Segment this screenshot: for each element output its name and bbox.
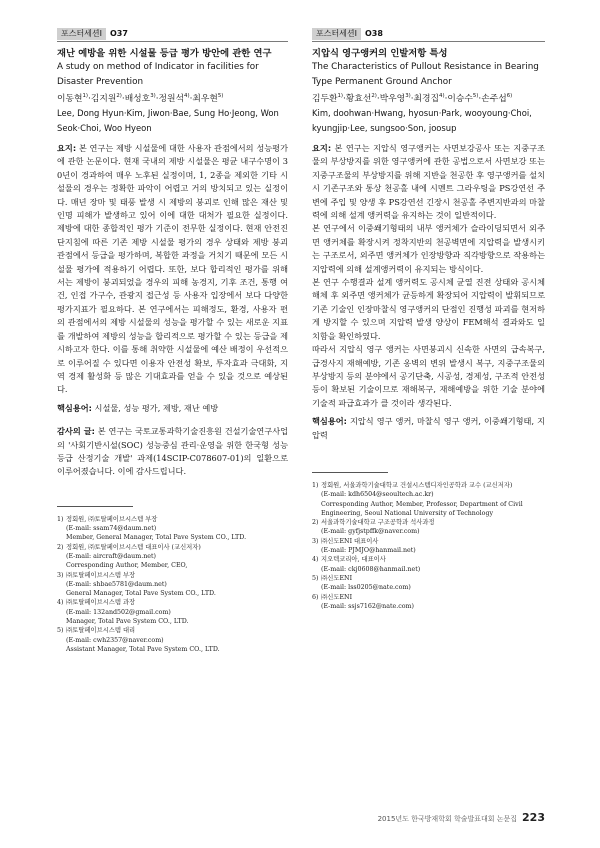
footnote-number: 4) — [57, 599, 64, 607]
left-paper — [57, 28, 288, 654]
paper-title-ko: 지압식 영구앵커의 인발저항 특성 — [312, 48, 448, 59]
footnote-affiliation: 정회원, ㈜토탈페이브시스템 대표이사 (교신저자) — [66, 543, 201, 551]
keywords-label: 핵심용어: — [57, 402, 92, 413]
author-name: 최경집 — [413, 94, 440, 104]
footnote — [312, 481, 545, 518]
author-note: 5) — [217, 93, 224, 100]
session-code: O38 — [365, 29, 383, 38]
right-paper — [312, 28, 545, 611]
author-name: 이동현 — [57, 94, 83, 104]
page-footer — [378, 806, 545, 825]
footnote-email: (E-mail: lss0205@nate.com) — [321, 584, 411, 592]
abstract-paragraph: 따라서 지압식 영구 앵커는 사면붕괴시 신속한 사면의 급속복구, 급경사지 재해예방, 기존 옹벽의 변위 발생시 복구, 지중구조물의 부상방지 등의 분야에서 공기단축, 시공성, 경제성, 구조적 안전성등이 확보된 기술이므로 재해복구, 재해예방을 위한 기술 분야에 기술적 파급효과가 클 것이라 생각된다. — [312, 344, 545, 408]
author-note: 2) — [116, 93, 122, 100]
session-header — [312, 28, 545, 42]
footnote-affiliation-en: Assistant Manager, Total Pave System CO., LTD. — [66, 645, 220, 653]
footnote-affiliation-en: General Manager, Total Pave System CO., LTD. — [66, 590, 216, 598]
author-note: 6) — [506, 93, 513, 100]
footnote-divider — [312, 472, 388, 473]
footnote-affiliation: ㈜신도ENI — [321, 574, 353, 582]
author-separator: · — [121, 94, 125, 104]
footnote-number: 4) — [312, 556, 319, 564]
abstract-text: 본 연구는 제방 시설물에 대한 사용자 관점에서의 성능평가에 관한 논문이다. 현재 국내의 제방 시설물은 평균 내구수명이 30년이 경과하여 매우 노후된 실정이며, 1, 2종을 제외한 기타 시설물의 경우는 정확한 파악이 어렵고 거의 방치되고 있는 실정이다. 매년 장마 및 태풍 발생 시 제방의 붕괴로 인해 많은 재산 및 인명 피해가 발생하고 있어 이에 대한 대처가 필요한 실정이다. 제방에 대한 종합적인 평가 기준이 전무한 실정이다. 현재 안전진단지침에 따른 기존 제방 시설물 평가의 경우 상태와 제방 붕괴 관점에서 등급을 평가하며, 복합한 과정을 거치기 때문에 모든 시설물 평가에 적용하기 어렵다. 또한, 보다 합리적인 평가를 위해서는 제방이 붕괴되었을 경우의 피해 농경지, 기후 조건, 통행 여건, 인접 가구수, 관광지 접근성 등 사용자 입장에서 보다 다양한 평가지표가 필요하다. 본 연구에서는 피해정도, 환경, 사용자 편의 관점에서의 제방 시설물의 성능을 평가할 수 있는 새로운 지표를 개발하여 제방의 성능을 합리적으로 평가할 수 있는 등급을 제시하고자 한다. 이를 통해 취약한 시설물에 예산 배정이 우선적으로 이루어질 수 있다면 이용자 안전성 확보, 투자효과 극대화, 지역 경제 활성화 등 많은 기대효과를 얻을 수 있을 것으로 예상된다. — [57, 143, 288, 395]
author-name: 최우현 — [192, 94, 218, 104]
keywords-label: 핵심용어: — [312, 416, 347, 427]
footnote — [57, 571, 288, 599]
journal-name: 2015년도 한국방재학회 학술발표대회 논문집 — [377, 815, 518, 823]
abstract-label: 요지: — [312, 143, 332, 153]
paper-title-en: The Characteristics of Pullout Resistance in Bearing Type Permanent Ground Anchor — [312, 62, 539, 87]
page-number: 223 — [522, 811, 545, 824]
footnote-affiliation: ㈜토탈페이브시스템 부장 — [66, 571, 136, 579]
footnote-affiliation: ㈜토탈페이브시스템 대리 — [66, 627, 136, 635]
author-separator: · — [343, 94, 346, 104]
author-separator: · — [88, 94, 91, 104]
abstract-paragraph — [312, 142, 545, 222]
footnote-divider — [57, 506, 133, 507]
footnote-list — [312, 481, 545, 611]
author-separator: · — [444, 94, 448, 104]
footnote-affiliation: 지오텍코리아, 대표이사 — [321, 556, 386, 564]
footnote-affiliation: 정회원, ㈜토탈페이브시스템 부장 — [66, 515, 158, 523]
author-note: 4) — [184, 93, 190, 100]
author-name: 정원석 — [158, 94, 185, 104]
author-note: 1) — [82, 93, 89, 100]
footnote-email: (E-mail: ckj0608@hanmail.net) — [321, 565, 421, 573]
footnote-number: 2) — [312, 519, 319, 527]
footnote-affiliation: 서울과학기술대학교 구조공학과 석사과정 — [321, 519, 435, 527]
keywords — [57, 402, 288, 415]
footnote-number: 1) — [312, 481, 319, 489]
author-note: 3) — [405, 93, 411, 100]
footnote-number: 3) — [57, 571, 64, 579]
acknowledgment — [57, 425, 288, 479]
author-names-en: Kim, doohwan·Hwang, hyosun·Park, wooyoung·Choi, kyungjip·Lee, sungsoo·Son, joosup — [312, 108, 532, 133]
keywords-text: 지압식 영구 앵커, 마찰식 영구 앵커, 이중쐐기형태, 지압력 — [312, 416, 545, 440]
footnote — [312, 593, 545, 612]
session-header — [57, 28, 288, 42]
abstract-paragraph — [57, 142, 288, 397]
acknowledgment-label: 감사의 글: — [57, 426, 95, 437]
author-name: 박우영 — [379, 94, 406, 104]
abstract-paragraph: 본 연구에서 이중쐐기형태의 내부 앵커체가 슬라이딩되면서 외주면 앵커체를 확장시켜 정착지반의 천공벽면에 지압력을 발생시키는 구조로서, 외주면 앵커체가 인장방향과 직각방향으로 작용하는 지압력에 의해 설계앵커력이 유지되는 방식이다. — [312, 223, 545, 274]
author-note: 2) — [371, 93, 377, 100]
author-name: 배성호 — [124, 94, 151, 104]
author-name: 이승수 — [447, 94, 473, 104]
footnote-number: 5) — [57, 627, 64, 635]
session-code: O37 — [110, 29, 128, 38]
author-list — [57, 92, 288, 106]
footnote — [57, 515, 288, 543]
footnote-affiliation-en: Corresponding Author, Member, Professor, Department of Civil Engineering, Seoul National University of Technology — [321, 500, 523, 517]
footnote — [57, 626, 288, 654]
footnote-number: 5) — [312, 574, 319, 582]
footnote-email: (E-mail: ssjs7162@nate.com) — [321, 602, 414, 610]
footnote-email: (E-mail: shbae5781@daum.net) — [66, 580, 167, 588]
paper-title-ko: 재난 예방을 위한 시설물 등급 평가 방안에 관한 연구 — [57, 48, 272, 59]
footnote-number: 1) — [57, 515, 64, 523]
footnote — [312, 555, 545, 574]
footnote-affiliation: 정회원, 서울과학기술대학교 건설시스템디자인공학과 교수 (교신저자) — [321, 481, 513, 489]
footnote-affiliation: ㈜신도ENI — [321, 593, 353, 601]
footnote — [312, 518, 545, 537]
footnote-affiliation-en: Member, General Manager, Total Pave System CO., LTD. — [66, 534, 247, 542]
footnote-affiliation: ㈜신도ENI 대표이사 — [321, 537, 379, 545]
footnote — [57, 598, 288, 626]
author-separator: · — [155, 94, 159, 104]
author-note: 1) — [337, 93, 344, 100]
footnote — [312, 537, 545, 556]
abstract-text: 본 연구는 지압식 영구앵커는 사면보강공사 또는 지중구조물의 부상방지를 위한 영구앵커에 관한 공법으로서 사면보강 또는 지중구조물의 부상방지를 위해 지반을 천공한 후 영구앵커를 설치시 기존구조와 통상 천공홀 내에 시멘트 그라우팅을 PS강연선 주변에 주입 및 양생 후 PS강연선 긴장시 천공홀 주변지반과의 마찰력에 의해 설계 앵커력을 유지하는 것이 일반적이다. — [312, 143, 546, 221]
footnote-number: 6) — [312, 593, 319, 601]
keywords — [312, 415, 545, 442]
author-name: 손주섭 — [481, 94, 507, 104]
footnote — [57, 543, 288, 571]
author-name: 김두환 — [312, 94, 338, 104]
paper-title-en: A study on method of Indicator in facilities for Disaster Prevention — [57, 62, 259, 87]
footnote-affiliation: ㈜토탈페이브시스템 과장 — [66, 599, 136, 607]
footnote — [312, 574, 545, 593]
footnote-email: (E-mail: kdh6504@seoultech.ac.kr) — [321, 491, 434, 499]
keywords-text: 시설물, 성능 평가, 제방, 재난 예방 — [94, 402, 219, 413]
author-note: 3) — [150, 93, 156, 100]
author-name: 황효선 — [345, 94, 372, 104]
author-note: 5) — [472, 93, 479, 100]
footnote-email: (E-mail: PJMJO@hanmail.net) — [321, 547, 416, 555]
abstract — [312, 142, 545, 410]
author-note: 4) — [439, 93, 445, 100]
session-tag: 포스터세션Ⅰ — [312, 28, 361, 40]
author-name: 김지원 — [90, 94, 117, 104]
footnote-list — [57, 515, 288, 654]
footnote-email: (E-mail: ssam74@daum.net) — [66, 525, 157, 533]
footnote-email: (E-mail: aircraft@daum.net) — [66, 552, 156, 560]
author-names-en: Lee, Dong Hyun·Kim, Jiwon·Bae, Sung Ho·Jeong, Won Seok·Choi, Woo Hyeon — [57, 108, 279, 133]
abstract-label: 요지: — [57, 143, 77, 153]
abstract-paragraph: 본 연구 수행결과 설계 앵커력도 공시체 균열 진전 상태와 공시체 해체 후 외주면 앵커체가 균등하게 확장되어 지압력이 발휘되므로 기존 기술인 인장마찰식 영구앵커의 단점인 진행성 파괴를 현저하게 방지할 수 있으며 지압력 발생 양상이 FEM해석 결과와도 일치함을 확인하였다. — [312, 277, 545, 341]
footnote-email: (E-mail: gyfjstpffk@naver.com) — [321, 528, 420, 536]
author-separator: · — [189, 94, 193, 104]
author-separator: · — [478, 94, 482, 104]
footnote-affiliation-en: Manager, Total Pave System CO., LTD. — [66, 618, 189, 626]
author-separator: · — [410, 94, 414, 104]
session-tag: 포스터세션Ⅰ — [57, 28, 106, 40]
acknowledgment-text: 본 연구는 국토교통과학기술진흥원 건설기술연구사업의 '사회기반시설(SOC) 성능중심 관리·운영을 위한 한국형 성능등급 산정기술 개발' 과제(14SCIP-C078607-01)의 일환으로 이루어졌습니다. 이에 감사드립니다. — [57, 426, 289, 477]
footnote-number: 2) — [57, 543, 64, 551]
footnote-email: (E-mail: 132and502@gmail.com) — [66, 608, 171, 616]
footnote-email: (E-mail: cwh2357@naver.com) — [66, 636, 164, 644]
author-separator: · — [376, 94, 380, 104]
footnote-number: 3) — [312, 537, 319, 545]
footnote-affiliation-en: Corresponding Author, Member, CEO, — [66, 562, 188, 570]
author-list — [312, 92, 545, 106]
